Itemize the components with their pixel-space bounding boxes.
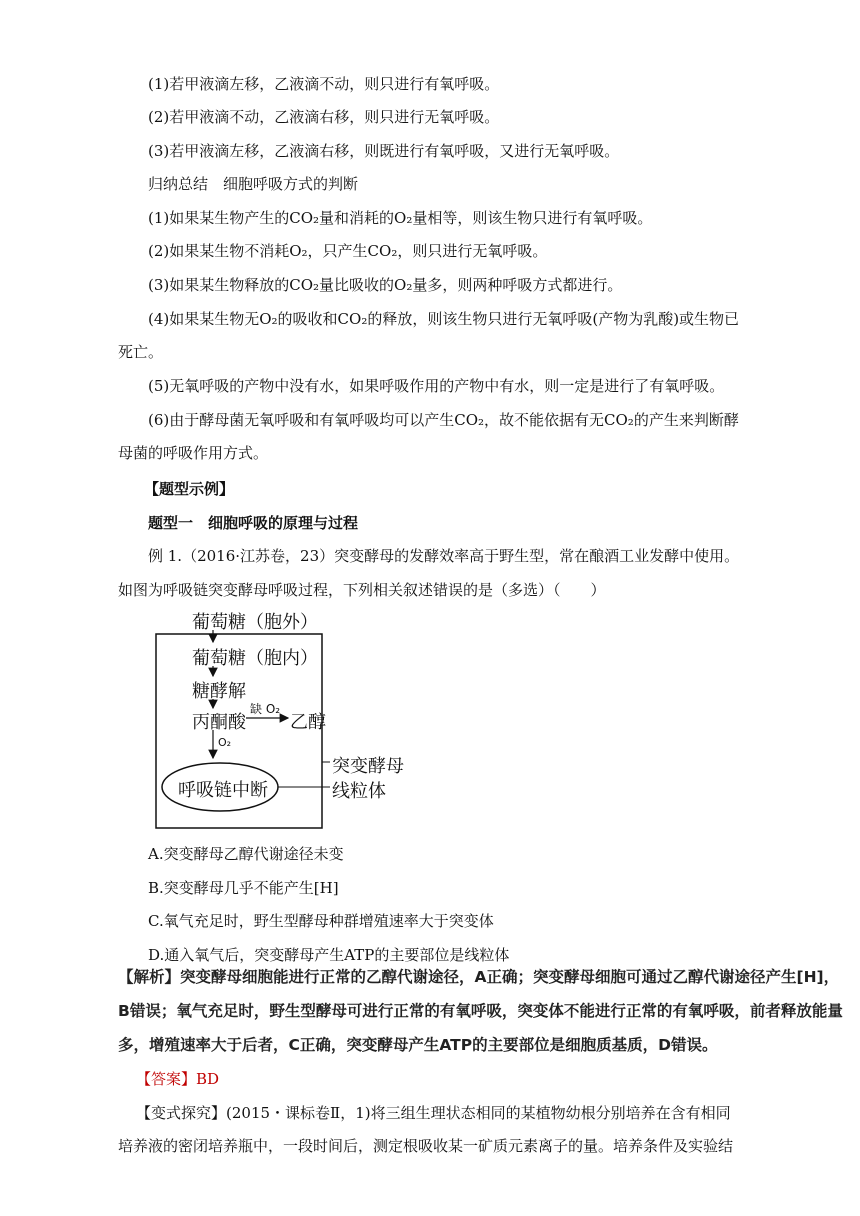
pyruvate-label: 丙酮酸 (192, 712, 246, 733)
variant-line: 培养液的密闭培养瓶中，一段时间后，测定根吸收某一矿质元素离子的量。培养条件及实验结 (118, 1137, 734, 1155)
variant-line (136, 1103, 731, 1123)
option-d: D.通入氧气后，突变酵母产生ATP的主要部位是线粒体 (148, 946, 510, 964)
text-line: (1)若甲液滴左移，乙液滴不动，则只进行有氧呼吸。 (148, 75, 500, 93)
summary-heading: 归纳总结 细胞呼吸方式的判断 (148, 175, 359, 193)
text-line: (3)若甲液滴左移，乙液滴右移，则既进行有氧呼吸，又进行无氧呼吸。 (148, 142, 620, 160)
option-c: C.氧气充足时，野生型酵母种群增殖速率大于突变体 (148, 912, 494, 930)
glucose-intracellular-label: 葡萄糖（胞内） (192, 648, 318, 669)
analysis-line: B错误；氧气充足时，野生型酵母可进行正常的有氧呼吸，突变体不能进行正常的有氧呼吸，前者释放能量 (118, 1002, 843, 1020)
ethanol-label: 乙醇 (290, 712, 326, 733)
example-stem-line: 例 1.（2016·江苏卷，23）突变酵母的发酵效率高于野生型，常在酿酒工业发酵中使用。 (148, 547, 740, 565)
answer-label: 【答案】 (136, 1070, 197, 1088)
analysis-line: 多，增殖速率大于后者，C正确，突变酵母产生ATP的主要部位是细胞质基质，D错误。 (118, 1036, 718, 1054)
respiration-diagram (150, 604, 410, 834)
oxygen-label: O₂ (218, 736, 232, 749)
text-line: (6)由于酵母菌无氧呼吸和有氧呼吸均可以产生CO₂，故不能依据有无CO₂的产生来判断酵 (148, 411, 739, 429)
option-a: A.突变酵母乙醇代谢途径未变 (148, 845, 344, 863)
variant-text: (2015・课标卷Ⅱ，1)将三组生理状态相同的某植物幼根分别培养在含有相同 (226, 1104, 731, 1122)
option-b: B.突变酵母几乎不能产生[H] (148, 879, 339, 897)
mutant-yeast-label: 突变酵母 (332, 756, 404, 777)
glycolysis-label: 糖酵解 (192, 681, 246, 702)
question-type-heading: 题型一 细胞呼吸的原理与过程 (148, 514, 359, 532)
answer-value: BD (196, 1070, 220, 1088)
lack-oxygen-label: 缺 O₂ (250, 702, 281, 716)
analysis-line: 【解析】突变酵母细胞能进行正常的乙醇代谢途径，A正确；突变酵母细胞可通过乙醇代谢途径产生[H]， (118, 968, 840, 986)
text-line: (2)如果某生物不消耗O₂，只产生CO₂，则只进行无氧呼吸。 (148, 242, 548, 260)
text-line: (2)若甲液滴不动，乙液滴右移，则只进行无氧呼吸。 (148, 108, 500, 126)
variant-label: 【变式探究】 (136, 1104, 227, 1122)
section-heading: 【题型示例】 (144, 480, 235, 498)
answer (136, 1069, 219, 1089)
text-line: (1)如果某生物产生的CO₂量和消耗的O₂量相等，则该生物只进行有氧呼吸。 (148, 209, 653, 227)
respiratory-chain-break-label: 呼吸链中断 (178, 780, 268, 801)
text-line: 母菌的呼吸作用方式。 (118, 444, 269, 462)
mitochondria-label: 线粒体 (332, 781, 386, 802)
example-stem-line: 如图为呼吸链突变酵母呼吸过程，下列相关叙述错误的是（多选）（ ） (118, 581, 606, 599)
text-line: (5)无氧呼吸的产物中没有水，如果呼吸作用的产物中有水，则一定是进行了有氧呼吸。 (148, 377, 725, 395)
glucose-extracellular-label: 葡萄糖（胞外） (192, 612, 318, 633)
text-line: (3)如果某生物释放的CO₂量比吸收的O₂量多，则两种呼吸方式都进行。 (148, 276, 623, 294)
text-line: 死亡。 (118, 343, 164, 361)
text-line: (4)如果某生物无O₂的吸收和CO₂的释放，则该生物只进行无氧呼吸(产物为乳酸)或生物已 (148, 310, 740, 328)
